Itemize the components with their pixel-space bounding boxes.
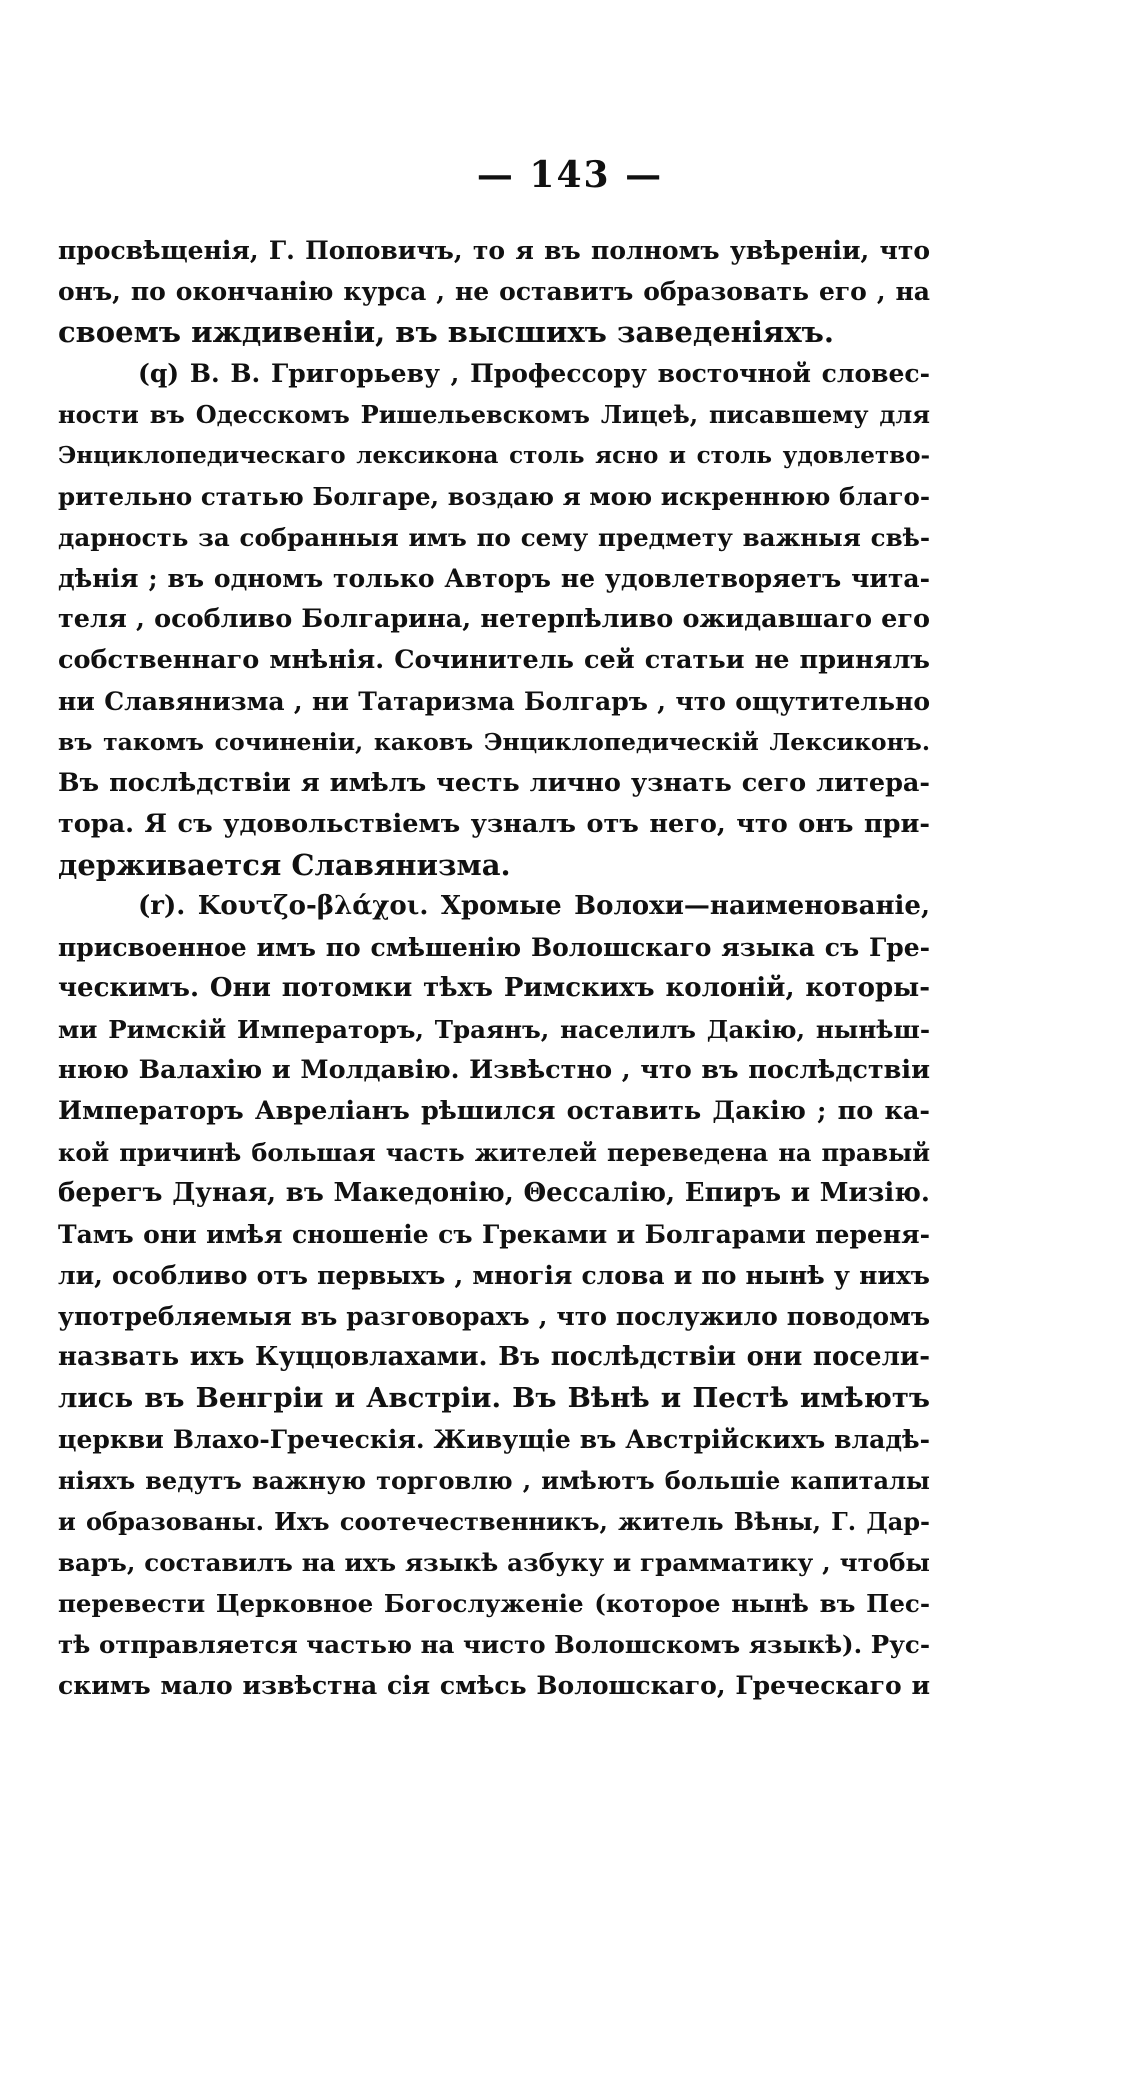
text-line: собственнаго мнѣнія. Сочинитель сей статьи не принялъ: [58, 645, 930, 675]
text-line: нюю Валахію и Молдавію. Извѣстно , что въ послѣдствіи: [58, 1055, 930, 1085]
paragraph-continuation: [58, 230, 930, 353]
text-line: употребляемыя въ разговорахъ , что послужило поводомъ: [58, 1302, 930, 1331]
footnote-r: [58, 886, 930, 1706]
text-line: своемъ иждивеніи, въ высшихъ заведеніяхъ.: [58, 315, 834, 349]
text-line: держивается Славянизма.: [58, 848, 511, 882]
text-line: церкви Влахо-Греческія. Живущіе въ Австрійскихъ владѣ-: [58, 1425, 930, 1454]
text-line: Императоръ Авреліанъ рѣшился оставить Дакію ; по ка-: [58, 1096, 930, 1126]
text-line: въ такомъ сочиненіи, каковъ Энциклопедическій Лексиконъ.: [58, 728, 930, 756]
text-line: ческимъ. Они потомки тѣхъ Римскихъ колоній, которы-: [58, 973, 930, 1003]
text-line: присвоенное имъ по смѣшенію Волошскаго языка съ Гре-: [58, 933, 930, 962]
text-line: ли, особливо отъ первыхъ , многія слова и по нынѣ у нихъ: [58, 1261, 930, 1290]
text-line: ми Римскій Императоръ, Траянъ, населилъ Дакію, нынѣш-: [58, 1015, 930, 1044]
text-line: Тамъ они имѣя сношеніе съ Греками и Болгарами переня-: [58, 1220, 930, 1249]
text-line: теля , особливо Болгарина, нетерпѣливо ожидавшаго его: [58, 604, 930, 634]
text-line: назвать ихъ Куццовлахами. Въ послѣдствіи они посели-: [58, 1342, 930, 1372]
text-line: дѣнія ; въ одномъ только Авторъ не удовлетворяетъ чита-: [58, 564, 930, 593]
text-line: тора. Я съ удовольствіемъ узналъ отъ него, что онъ при-: [58, 809, 930, 839]
text-line: кой причинѣ большая часть жителей переведена на правый: [58, 1138, 930, 1167]
text-line: тѣ отправляется частью на чисто Волошскомъ языкѣ). Рус-: [58, 1630, 930, 1659]
text-line: перевести Церковное Богослуженіе (которое нынѣ въ Пес-: [58, 1589, 930, 1618]
text-line: варъ, составилъ на ихъ языкѣ азбуку и грамматику , чтобы: [58, 1548, 930, 1577]
footnote-q: [58, 353, 930, 886]
text-line: онъ, по окончанію курса , не оставитъ образовать его , на: [58, 277, 930, 306]
text-line: Въ послѣдствіи я имѣлъ честь лично узнать сего литера-: [58, 768, 930, 798]
text-line: скимъ мало извѣстна сія смѣсь Волошскаго, Греческаго и: [58, 1671, 930, 1700]
text-line: (q) В. В. Григорьеву , Профессору восточной словес-: [138, 359, 930, 388]
text-line: и образованы. Ихъ соотечественникъ, житель Вѣны, Г. Дар-: [58, 1507, 930, 1536]
text-line: ности въ Одесскомъ Ришельевскомъ Лицеѣ, писавшему для: [58, 400, 930, 429]
text-line: берегъ Дуная, въ Македонію, Θессалію, Епиръ и Мизію.: [58, 1178, 930, 1208]
page-number: — 143 —: [476, 154, 664, 196]
text-line: ни Славянизма , ни Татаризма Болгаръ , что ощутительно: [58, 687, 930, 716]
body-text: [58, 230, 930, 1706]
text-line: дарность за собранныя имъ по сему предмету важныя свѣ-: [58, 523, 930, 552]
text-line: просвѣщенія, Г. Поповичъ, то я въ полномъ увѣреніи, что: [58, 236, 930, 265]
text-line: Энциклопедическаго лексикона столь ясно и столь удовлетво-: [58, 442, 930, 469]
text-line: лись въ Венгріи и Австріи. Въ Вѣнѣ и Пестѣ имѣютъ: [58, 1382, 930, 1414]
text-line: ніяхъ ведутъ важную торговлю , имѣютъ большіе капиталы: [58, 1466, 930, 1495]
text-line: (r). Κουτζο-βλάχοι. Хромые Волохи—наименованіе,: [138, 891, 930, 921]
text-line: рительно статью Болгаре, воздаю я мою искреннюю благо-: [58, 482, 930, 511]
